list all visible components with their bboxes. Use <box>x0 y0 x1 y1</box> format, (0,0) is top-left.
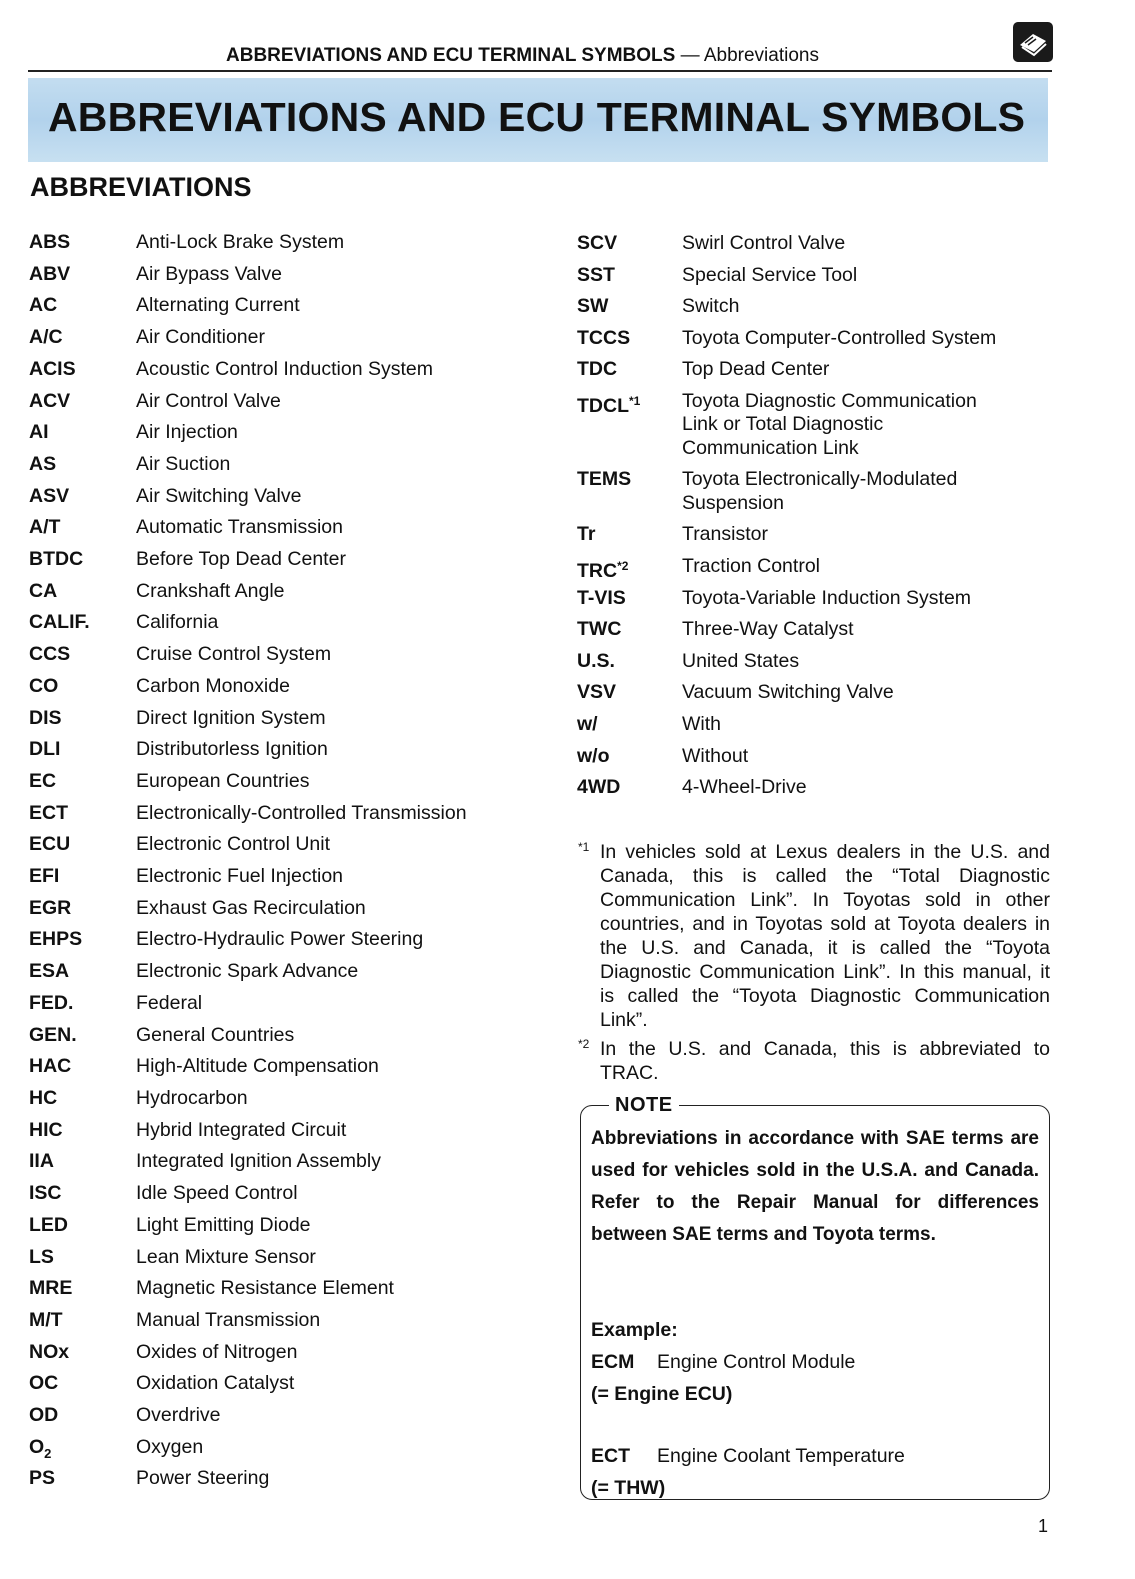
page-title: ABBREVIATIONS AND ECU TERMINAL SYMBOLS <box>48 94 1026 140</box>
abbreviation-definition: Electronic Spark Advance <box>136 960 359 983</box>
abbreviation-definition: Toyota-Variable Induction System <box>682 586 972 609</box>
abbreviation-definition: California <box>136 611 219 634</box>
footnote-1: In vehicles sold at Lexus dealers in the U.S. and Canada, this is called the “Total Diagnostic Communication Link”. In Toyotas sold in other countries, and in Toyotas sold at Toyota dealers in the U.S. and Canada, it is called the “Toyota Diagnostic Communication Link”. In this manual, it is called the “Toyota Diagnostic Communication Link”. <box>600 841 1050 1031</box>
section-title: ABBREVIATIONS <box>30 172 252 202</box>
abbreviation-term: DLI <box>29 738 61 761</box>
footnote-2-mark: *2 <box>578 1037 590 1051</box>
abbreviation-term: EGR <box>29 896 72 919</box>
abbreviation-term: AS <box>29 452 57 475</box>
abbreviation-list-right <box>577 228 1047 804</box>
abbreviation-row <box>577 583 1047 615</box>
abbreviation-term: SW <box>577 295 609 318</box>
abbreviation-row <box>29 512 549 544</box>
abbreviation-definition: Vacuum Switching Valve <box>682 681 894 704</box>
abbreviation-row <box>577 551 1047 583</box>
abbreviation-definition: Toyota Electronically-Modulated Suspension <box>682 468 958 514</box>
abbreviation-definition: Idle Speed Control <box>136 1182 298 1205</box>
abbreviation-definition: 4-Wheel-Drive <box>682 776 807 799</box>
abbreviation-definition: Oxygen <box>136 1435 204 1458</box>
abbreviation-term: 4WD <box>577 776 621 799</box>
abbreviation-term: LS <box>29 1245 54 1268</box>
abbreviation-term: LED <box>29 1213 68 1236</box>
abbreviation-definition: Federal <box>136 991 203 1014</box>
abbreviation-term: FED. <box>29 991 74 1014</box>
abbreviation-term: CCS <box>29 643 71 666</box>
abbreviation-row <box>577 260 1047 292</box>
abbreviation-definition: Oxidation Catalyst <box>136 1372 295 1395</box>
abbreviation-row <box>29 861 549 893</box>
abbreviation-definition: Oxides of Nitrogen <box>136 1340 298 1363</box>
abbreviation-row <box>29 1463 549 1495</box>
abbreviation-row <box>29 798 549 830</box>
abbreviation-term: SST <box>577 263 615 286</box>
abbreviation-term: HAC <box>29 1055 72 1078</box>
abbreviation-definition: Transistor <box>682 523 768 546</box>
abbreviation-definition: Traction Control <box>682 555 820 578</box>
abbreviation-definition: Air Control Valve <box>136 389 281 412</box>
abbreviation-definition: Manual Transmission <box>136 1308 321 1331</box>
example-2-abbr: ECT <box>591 1445 630 1467</box>
abbreviation-row <box>577 519 1047 551</box>
abbreviation-definition: Hybrid Integrated Circuit <box>136 1118 347 1141</box>
abbreviation-definition: Automatic Transmission <box>136 516 343 539</box>
abbreviation-term: CALIF. <box>29 611 90 634</box>
abbreviation-definition: Distributorless Ignition <box>136 738 328 761</box>
footnote-2: In the U.S. and Canada, this is abbreviated to TRAC. <box>600 1038 1050 1084</box>
footnote-1-mark: *1 <box>578 840 590 854</box>
abbreviation-row <box>29 703 549 735</box>
abbreviation-definition: With <box>682 713 721 736</box>
abbreviation-row <box>29 1337 549 1369</box>
abbreviation-definition: Without <box>682 744 749 767</box>
abbreviation-term: EFI <box>29 865 60 888</box>
abbreviation-definition: Toyota Computer-Controlled System <box>682 326 997 349</box>
example-1 <box>591 1346 1041 1378</box>
abbreviation-definition: Special Service Tool <box>682 263 858 286</box>
abbreviation-definition: Toyota Diagnostic Communication Link or Total Diagnostic Communication Link <box>682 389 977 459</box>
abbreviation-term: ABV <box>29 262 71 285</box>
abbreviation-row <box>29 924 549 956</box>
example-2 <box>591 1440 1041 1472</box>
abbreviation-term: SCV <box>577 232 618 254</box>
example-2-def: Engine Coolant Temperature <box>657 1445 905 1467</box>
abbreviation-term: TCCS <box>577 326 631 349</box>
abbreviation-term: ACIS <box>29 357 76 380</box>
abbreviation-term: ABS <box>29 231 71 253</box>
abbreviation-definition: Lean Mixture Sensor <box>136 1245 316 1268</box>
abbreviation-row <box>29 1146 549 1178</box>
page-number: 1 <box>1038 1516 1049 1536</box>
book-icon <box>1013 22 1053 62</box>
abbreviation-definition: Overdrive <box>136 1404 221 1427</box>
abbreviation-definition: Power Steering <box>136 1467 270 1490</box>
abbreviation-term: w/ <box>577 713 598 736</box>
abbreviation-term: ECT <box>29 801 68 824</box>
abbreviation-row <box>29 1400 549 1432</box>
abbreviation-definition: Three-Way Catalyst <box>682 618 854 641</box>
abbreviation-definition: General Countries <box>136 1023 295 1046</box>
abbreviation-definition: Cruise Control System <box>136 643 332 666</box>
abbreviation-row <box>29 259 549 291</box>
note-label: NOTE <box>609 1094 679 1117</box>
abbreviation-row <box>29 988 549 1020</box>
abbreviation-definition: Hydrocarbon <box>136 1086 248 1109</box>
abbreviation-definition: Magnetic Resistance Element <box>136 1277 394 1300</box>
abbreviation-term: TDCL$^{*1}$ <box>577 393 641 417</box>
abbreviation-row <box>29 1083 549 1115</box>
running-header-rest: — Abbreviations <box>675 45 819 66</box>
example-label: Example: <box>591 1319 678 1341</box>
abbreviation-definition: United States <box>682 649 800 672</box>
abbreviation-row <box>577 772 1047 804</box>
abbreviation-row <box>29 639 549 671</box>
example-1-abbr: ECM <box>591 1351 635 1373</box>
abbreviation-definition: Before Top Dead Center <box>136 548 346 571</box>
running-header <box>226 45 819 67</box>
abbreviation-term: w/o <box>577 744 610 767</box>
abbreviation-definition: Switch <box>682 295 740 318</box>
abbreviation-term: NOx <box>29 1340 70 1363</box>
abbreviation-row <box>29 1305 549 1337</box>
abbreviation-definition: Acoustic Control Induction System <box>136 357 433 380</box>
abbreviation-list-left <box>29 227 549 1495</box>
abbreviation-definition: High-Altitude Compensation <box>136 1055 379 1078</box>
running-header-bold: ABBREVIATIONS AND ECU TERMINAL SYMBOLS <box>226 45 676 66</box>
abbreviation-row <box>577 677 1047 709</box>
abbreviation-row <box>29 956 549 988</box>
abbreviation-row <box>29 607 549 639</box>
abbreviation-row <box>29 354 549 386</box>
abbreviation-definition: European Countries <box>136 769 310 792</box>
abbreviation-definition: Light Emitting Diode <box>136 1213 311 1236</box>
abbreviation-term: ESA <box>29 960 70 983</box>
abbreviation-definition: Integrated Ignition Assembly <box>136 1150 381 1173</box>
abbreviation-term: CA <box>29 579 58 602</box>
abbreviation-row <box>29 1242 549 1274</box>
abbreviation-term: A/C <box>29 326 63 349</box>
header-rule <box>28 70 1052 72</box>
abbreviation-definition: Electro-Hydraulic Power Steering <box>136 928 424 951</box>
abbreviation-row <box>29 227 549 259</box>
abbreviation-definition: Air Switching Valve <box>136 484 302 507</box>
abbreviation-row <box>29 544 549 576</box>
abbreviation-term: GEN. <box>29 1023 77 1046</box>
abbreviation-term: TEMS <box>577 468 632 491</box>
abbreviation-row <box>29 734 549 766</box>
abbreviation-term: Tr <box>577 523 596 546</box>
abbreviation-row <box>577 614 1047 646</box>
abbreviation-term: TDC <box>577 358 618 381</box>
abbreviation-definition: Swirl Control Valve <box>682 232 846 254</box>
example-2-equivalent: (= THW) <box>591 1477 666 1499</box>
abbreviation-term: VSV <box>577 681 617 704</box>
abbreviation-definition: Electronic Fuel Injection <box>136 865 344 888</box>
abbreviation-term: M/T <box>29 1308 63 1331</box>
abbreviation-term: ISC <box>29 1182 62 1205</box>
abbreviation-definition: Direct Ignition System <box>136 706 326 729</box>
abbreviation-term: MRE <box>29 1277 73 1300</box>
abbreviation-row <box>29 386 549 418</box>
abbreviation-definition: Electronic Control Unit <box>136 833 330 856</box>
abbreviation-term: HC <box>29 1086 58 1109</box>
abbreviation-definition: Crankshaft Angle <box>136 579 285 602</box>
abbreviation-term: PS <box>29 1467 56 1490</box>
abbreviation-term: ECU <box>29 833 71 856</box>
abbreviation-definition: Air Conditioner <box>136 326 265 349</box>
abbreviation-row <box>29 322 549 354</box>
abbreviation-row <box>29 829 549 861</box>
abbreviation-row <box>29 1020 549 1052</box>
abbreviation-definition: Carbon Monoxide <box>136 674 290 697</box>
book-icon-graphic <box>1013 22 1053 62</box>
abbreviation-row <box>29 449 549 481</box>
abbreviation-row <box>29 417 549 449</box>
abbreviation-term: EHPS <box>29 928 83 951</box>
example-1-equivalent: (= Engine ECU) <box>591 1383 733 1405</box>
abbreviation-term: AI <box>29 421 49 444</box>
abbreviation-term: $O_2$ <box>29 1435 52 1461</box>
abbreviation-term: AC <box>29 294 58 317</box>
abbreviation-row <box>29 1210 549 1242</box>
abbreviation-term: TWC <box>577 618 622 641</box>
abbreviation-row <box>577 354 1047 386</box>
abbreviation-definition: Alternating Current <box>136 294 300 317</box>
abbreviation-definition: Air Injection <box>136 421 238 444</box>
note-text: Abbreviations in accordance with SAE terms are used for vehicles sold in the U.S.A. and Canada. Refer to the Repair Manual for differences between SAE terms and Toyota terms. <box>591 1128 1039 1245</box>
abbreviation-row <box>29 481 549 513</box>
abbreviation-definition: Air Suction <box>136 452 231 475</box>
abbreviation-definition: Anti-Lock Brake System <box>136 231 345 253</box>
abbreviation-term: ACV <box>29 389 71 412</box>
abbreviation-term: IIA <box>29 1150 54 1173</box>
abbreviation-row <box>577 291 1047 323</box>
abbreviation-row <box>29 1368 549 1400</box>
abbreviation-row <box>29 766 549 798</box>
abbreviation-row <box>577 709 1047 741</box>
note-example <box>591 1314 1041 1504</box>
abbreviation-definition: Top Dead Center <box>682 358 830 381</box>
abbreviation-term: OC <box>29 1372 59 1395</box>
abbreviation-term: TRC$^{*2}$ <box>577 559 629 583</box>
abbreviation-term: ASV <box>29 484 70 507</box>
abbreviation-row <box>577 228 1047 260</box>
abbreviation-row <box>29 1273 549 1305</box>
abbreviation-definition: Exhaust Gas Recirculation <box>136 896 366 919</box>
abbreviation-term: T-VIS <box>577 586 626 609</box>
abbreviation-definition: Electronically-Controlled Transmission <box>136 801 467 824</box>
abbreviation-row <box>29 1432 549 1464</box>
abbreviation-term: A/T <box>29 516 61 539</box>
abbreviation-row <box>29 893 549 925</box>
abbreviation-row <box>29 290 549 322</box>
abbreviation-term: HIC <box>29 1118 63 1141</box>
abbreviation-row <box>577 386 1047 465</box>
abbreviation-term: U.S. <box>577 649 615 672</box>
abbreviation-row <box>577 323 1047 355</box>
abbreviation-row <box>577 464 1047 519</box>
abbreviation-term: BTDC <box>29 548 84 571</box>
abbreviation-term: OD <box>29 1404 59 1427</box>
abbreviation-row <box>29 1115 549 1147</box>
abbreviation-row <box>577 646 1047 678</box>
abbreviation-row <box>577 741 1047 773</box>
abbreviation-row <box>29 1178 549 1210</box>
abbreviation-row <box>29 576 549 608</box>
example-1-def: Engine Control Module <box>657 1351 856 1373</box>
abbreviation-term: EC <box>29 769 57 792</box>
abbreviation-term: DIS <box>29 706 62 729</box>
abbreviation-row <box>29 1051 549 1083</box>
abbreviation-term: CO <box>29 674 59 697</box>
abbreviation-definition: Air Bypass Valve <box>136 262 282 285</box>
abbreviation-row <box>29 671 549 703</box>
